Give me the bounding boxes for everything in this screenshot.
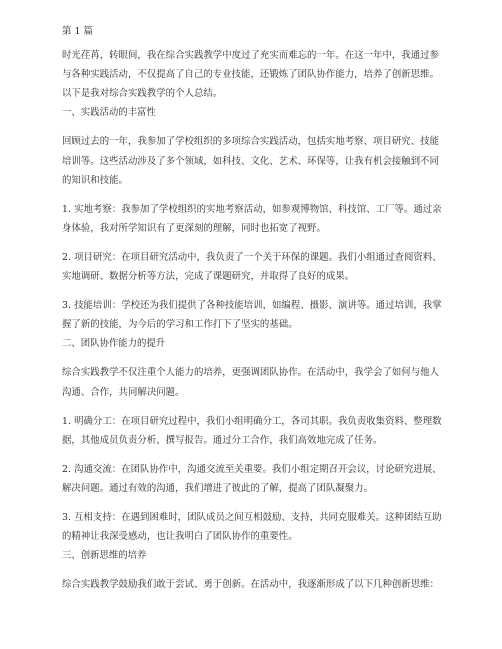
document-title: 第 1 篇 [62,26,93,37]
section-3-heading: 三、创新思维的培养 [62,550,147,562]
section-2-item-1: 1. 明确分工：在项目研究过程中，我们小组明确分工，各司其职。我负责收集资料、整理数据，其他成员负责分析、撰写报告。通过分工合作，我们高效地完成了任务。 [62,415,442,446]
section-1-item-3: 3. 技能培训：学校还为我们提供了各种技能培训，如编程、摄影、演讲等。通过培训，我掌握了新的技能，为今后的学习和工作打下了坚实的基础。 [62,300,442,331]
section-2-item-2: 2. 沟通交流：在团队协作中，沟通交流至关重要。我们小组定期召开会议，讨论研究进展、解决问题。通过有效的沟通，我们增进了彼此的了解，提高了团队凝聚力。 [62,463,442,494]
document-page [62,22,448,594]
section-1-item-2: 2. 项目研究：在项目研究活动中，我负责了一个关于环保的课题。我们小组通过查阅资料、实地调研、数据分析等方法，完成了课题研究，并取得了良好的成果。 [62,251,442,283]
section-1-intro: 回顾过去的一年，我参加了学校组织的多项综合实践活动，包括实地考察、项目研究、技能培训等。这些活动涉及了多个领域，如科技、文化、艺术、环保等，让我有机会接触到不同的知识和技能。 [62,136,440,186]
section-2-item-3: 3. 互相支持：在遇到困难时，团队成员之间互相鼓励、支持，共同克服难关。这种团结互助的精神让我深受感动，也让我明白了团队协作的重要性。 [62,511,442,543]
section-1-heading: 一、实践活动的丰富性 [62,107,156,119]
section-2-heading: 二、团队协作能力的提升 [62,338,166,350]
section-3-intro: 综合实践教学鼓励我们敢于尝试、勇于创新。在活动中，我逐渐形成了以下几种创新思维： [62,579,440,591]
section-2-intro: 综合实践教学不仅注重个人能力的培养，更强调团队协作。在活动中，我学会了如何与他人沟通、合作，共同解决问题。 [62,367,440,398]
section-1-item-1: 1. 实地考察：我参加了学校组织的实地考察活动，如参观博物馆、科技馆、工厂等。通过亲身体验，我对所学知识有了更深刻的理解，同时也拓宽了视野。 [62,203,442,234]
intro-paragraph: 时光荏苒，转眼间，我在综合实践教学中度过了充实而难忘的一年。在这一年中，我通过参与各种实践活动，不仅提高了自己的专业技能，还锻炼了团队协作能力，培养了创新思维。以下是我对综合实践教学的个人总结。 [62,50,440,100]
